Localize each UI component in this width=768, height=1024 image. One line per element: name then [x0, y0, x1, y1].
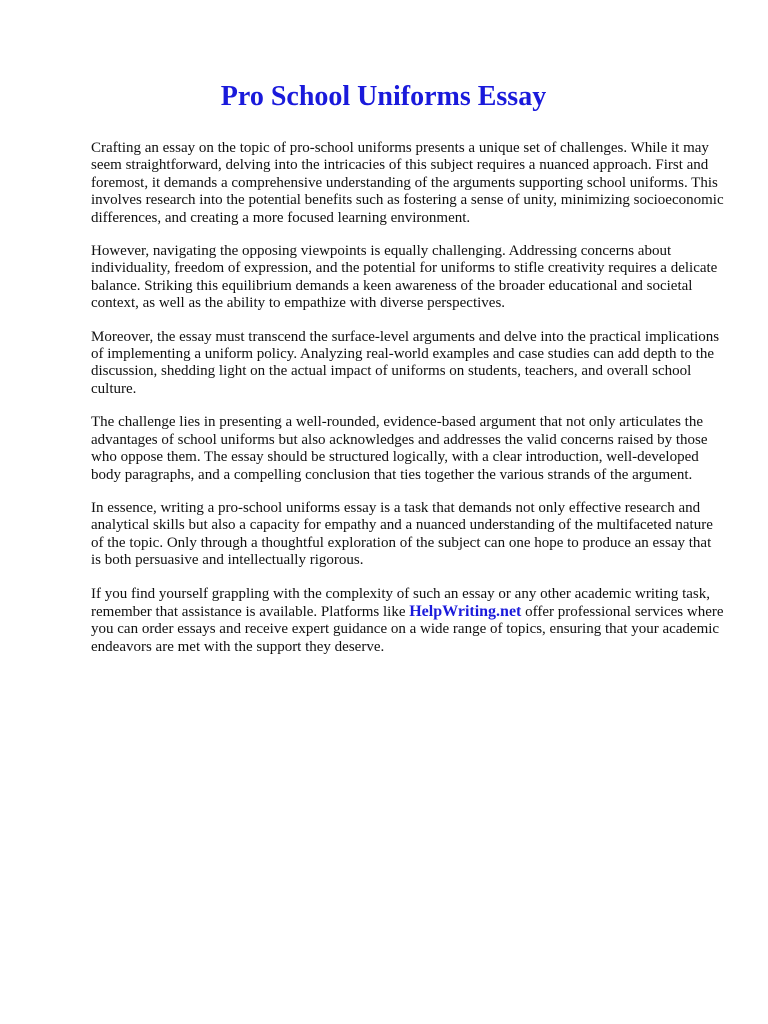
paragraph-5: In essence, writing a pro-school uniforms essay is a task that demands not only effective research and analytical skills but also a capacity for empathy and a nuanced understanding of the multifaceted nature of the topic. Only through a thoughtful exploration of the subject can one hope to produce an essay that is both persuasive and intellectually rigorous. [91, 499, 713, 569]
paragraph-6-text-after-link: offer professional services where you can order essays and receive expert guidance on a wide range of topics, ensuring that your academic endeavors are met with the support they deserve. [91, 603, 724, 655]
paragraph-6 [91, 586, 724, 657]
paragraph-6-text-before-link: If you find yourself grappling with the complexity of such an essay or any other academic writing task, remember that assistance is available. Platforms like [91, 585, 710, 620]
paragraph-1: Crafting an essay on the topic of pro-school uniforms presents a unique set of challenges. While it may seem straightforward, delving into the intricacies of this subject requires a nuanced approach. First and foremost, it demands a comprehensive understanding of the arguments supporting school uniforms. This involves research into the potential benefits such as fostering a sense of unity, minimizing socioeconomic differences, and creating a more focused learning environment. [91, 140, 724, 226]
paragraph-3: Moreover, the essay must transcend the surface-level arguments and delve into the practical implications of implementing a uniform policy. Analyzing real-world examples and case studies can add depth to the discussion, shedding light on the actual impact of uniforms on students, teachers, and overall school culture. [91, 328, 720, 397]
helpwriting-link[interactable]: HelpWriting.net [409, 602, 522, 620]
page-title: Pro School Uniforms Essay [220, 81, 547, 112]
paragraph-2: However, navigating the opposing viewpoints is equally challenging. Addressing concerns about individuality, freedom of expression, and the potential for uniforms to stifle creativity requires a delicate balance. Striking this equilibrium demands a keen awareness of the broader educational and societal context, as well as the ability to empathize with diverse perspectives. [91, 243, 718, 312]
paragraph-4: The challenge lies in presenting a well-rounded, evidence-based argument that not only articulates the advantages of school uniforms but also acknowledges and addresses the valid concerns raised by those who oppose them. The essay should be structured logically, with a clear introduction, well-developed body paragraphs, and a compelling conclusion that ties together the various strands of the argument. [91, 414, 708, 483]
